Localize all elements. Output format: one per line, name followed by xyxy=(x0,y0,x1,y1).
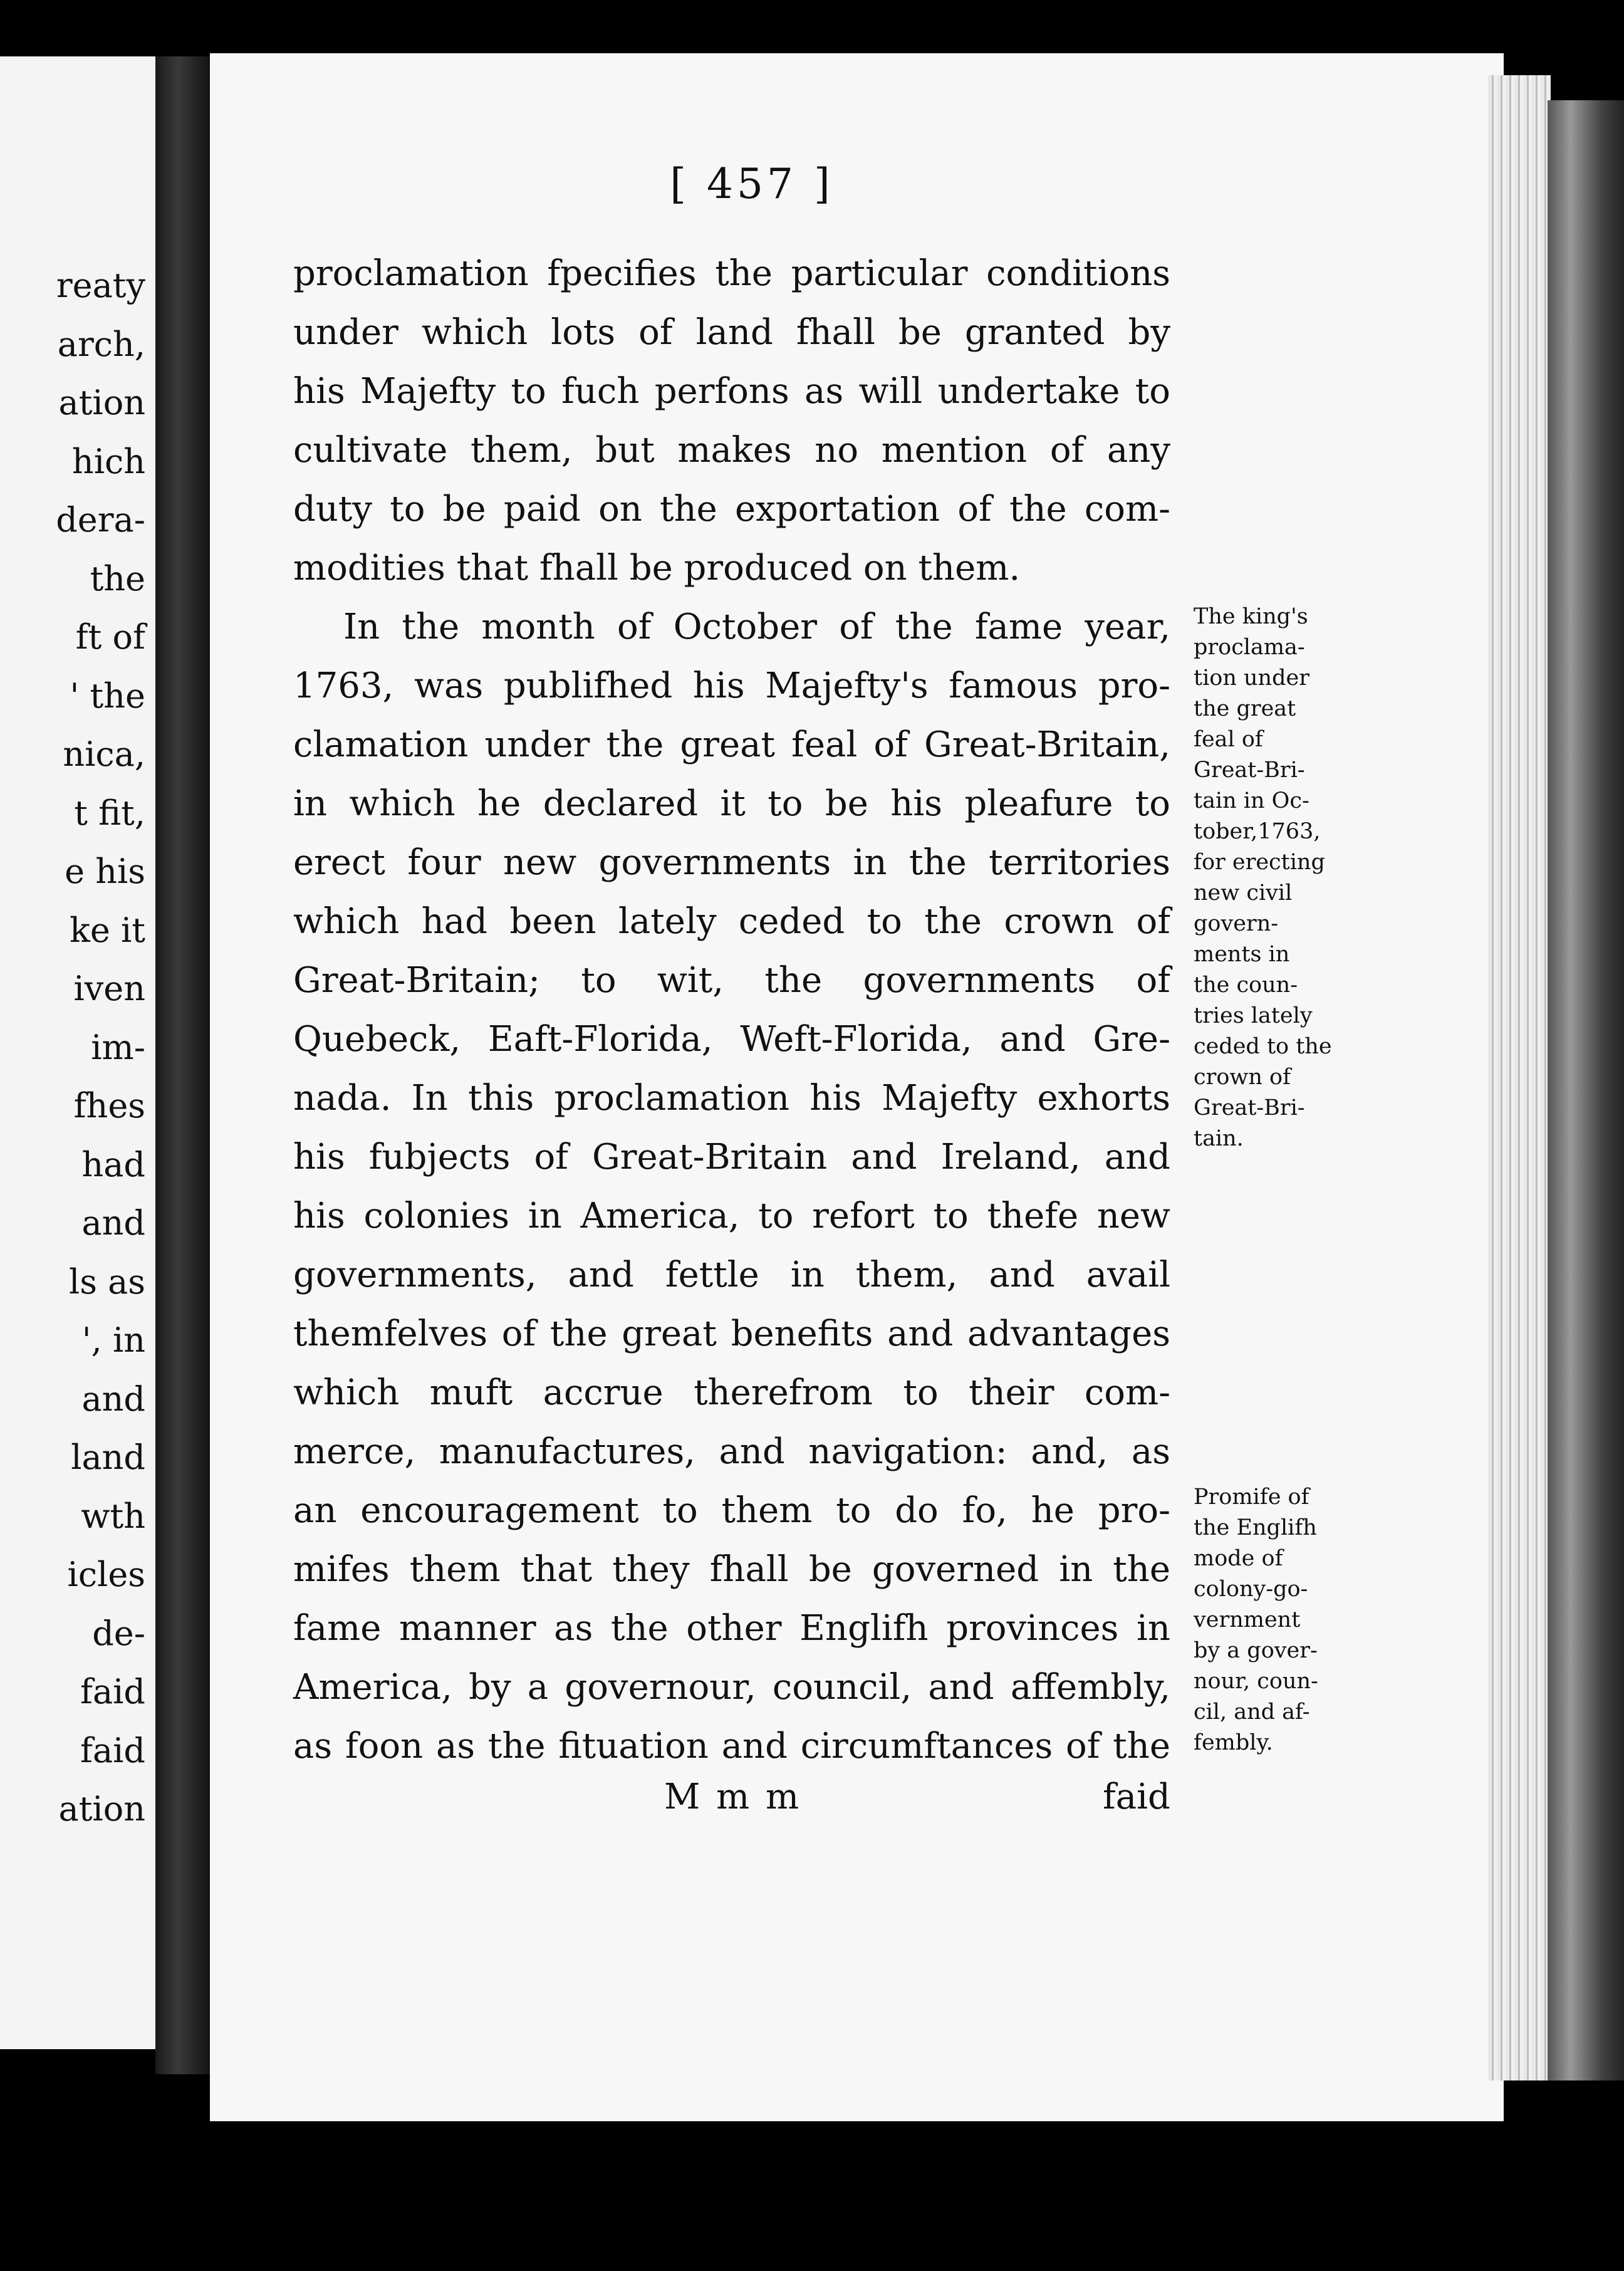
previous-page-line: the xyxy=(90,558,145,598)
previous-page-line: ation xyxy=(58,1789,145,1829)
text-line: America, by a governour, council, and affembly, xyxy=(293,1667,1170,1708)
text-line: in which he declared it to be his pleafure to xyxy=(293,783,1170,824)
previous-page-line: ' the xyxy=(70,676,145,716)
previous-page-line: iven xyxy=(73,969,145,1008)
text-line: as foon as the fituation and circumftances of the xyxy=(293,1726,1170,1767)
text-line: his Majefty to fuch perfons as will undertake to xyxy=(293,371,1170,412)
margin-note-line: mode of xyxy=(1194,1546,1283,1571)
margin-note-line: ments in xyxy=(1194,942,1290,967)
margin-note-line: crown of xyxy=(1194,1065,1291,1090)
margin-note-proclamation xyxy=(1194,602,1382,1154)
margin-note-line: ceded to the xyxy=(1194,1034,1332,1059)
text-line: his fubjects of Great-Britain and Ireland, and xyxy=(293,1137,1170,1177)
margin-note-line: tain. xyxy=(1194,1126,1244,1151)
margin-note-line: tries lately xyxy=(1194,1003,1313,1028)
previous-page xyxy=(0,56,160,2049)
text-line: under which lots of land fhall be granted by xyxy=(293,312,1170,353)
margin-note-line: feal of xyxy=(1194,727,1263,752)
text-line: merce, manufactures, and navigation: and, as xyxy=(293,1431,1170,1472)
previous-page-line: im- xyxy=(91,1027,145,1067)
margin-note-line: The king's xyxy=(1194,604,1308,629)
previous-page-line: fhes xyxy=(73,1086,145,1125)
margin-note-line: govern- xyxy=(1194,911,1279,936)
margin-note-line: Great-Bri- xyxy=(1194,1095,1305,1120)
previous-page-line: and xyxy=(81,1203,145,1243)
margin-note-line: the coun- xyxy=(1194,973,1298,998)
margin-note-line: nour, coun- xyxy=(1194,1669,1318,1694)
previous-page-line: ls as xyxy=(68,1261,145,1302)
previous-page-line: nica, xyxy=(63,734,145,774)
previous-page-line: faid xyxy=(80,1730,145,1770)
text-line: his colonies in America, to refort to thefe new xyxy=(293,1196,1170,1236)
previous-page-line: ke it xyxy=(70,910,145,950)
signature-mark: M m m xyxy=(664,1777,802,1817)
text-line: which had been lately ceded to the crown of xyxy=(293,901,1170,942)
text-line: In the month of October of the fame year, xyxy=(343,607,1170,647)
page-number: [ 457 ] xyxy=(670,160,834,208)
catchword: faid xyxy=(1103,1777,1170,1817)
previous-page-line: faid xyxy=(80,1672,145,1711)
text-line: 1763, was publifhed his Majefty's famous pro- xyxy=(293,666,1170,706)
text-line: nada. In this proclamation his Majefty exhorts xyxy=(293,1078,1170,1119)
margin-note-line: Great-Bri- xyxy=(1194,758,1305,783)
text-line: proclamation fpecifies the particular conditions xyxy=(293,253,1170,294)
text-line: clamation under the great feal of Great-Britain, xyxy=(293,724,1170,765)
previous-page-line: and xyxy=(81,1379,145,1419)
margin-note-line: tion under xyxy=(1194,666,1309,691)
text-line: erect four new governments in the territories xyxy=(293,842,1170,883)
text-line: duty to be paid on the exportation of the com- xyxy=(293,489,1170,530)
margin-note-line: the Englifh xyxy=(1194,1515,1317,1540)
previous-page-line: de- xyxy=(92,1613,145,1653)
previous-page-line: wth xyxy=(81,1496,145,1536)
text-line: mifes them that they fhall be governed in the xyxy=(293,1549,1170,1590)
previous-page-line: arch, xyxy=(57,324,145,364)
margin-note-line: proclama- xyxy=(1194,635,1305,660)
margin-note-line: new civil xyxy=(1194,880,1293,906)
margin-note-line: for erecting xyxy=(1194,850,1325,875)
previous-page-line: dera- xyxy=(56,500,145,540)
text-line: themfelves of the great benefits and advantages xyxy=(293,1313,1170,1354)
body-text xyxy=(293,244,1170,1776)
book-gutter xyxy=(155,56,212,2074)
previous-page-line: t fit, xyxy=(74,793,145,833)
previous-page-line: had xyxy=(81,1144,145,1184)
text-line: modities that fhall be produced on them. xyxy=(293,548,1021,588)
margin-note-line: by a gover- xyxy=(1194,1638,1318,1663)
text-line: fame manner as the other Englifh provinces in xyxy=(293,1608,1170,1649)
text-line: an encouragement to them to do fo, he pro- xyxy=(293,1490,1170,1531)
margin-note-line: Promife of xyxy=(1194,1485,1309,1510)
previous-page-line: hich xyxy=(71,441,145,481)
previous-page-line: ft of xyxy=(75,617,145,657)
previous-page-line: ation xyxy=(58,383,145,422)
text-line: which muft accrue therefrom to their com- xyxy=(293,1372,1170,1413)
previous-page-line: e his xyxy=(65,852,145,891)
margin-note-line: vernment xyxy=(1194,1607,1301,1632)
book-cover-edge xyxy=(1548,100,1624,2080)
previous-page-line: ', in xyxy=(81,1320,145,1360)
previous-page-line: land xyxy=(71,1438,145,1477)
margin-note-line: cil, and af- xyxy=(1194,1699,1310,1725)
text-line: governments, and fettle in them, and avail xyxy=(293,1255,1170,1295)
previous-page-line: reaty xyxy=(56,266,145,305)
margin-note-line: tober,1763, xyxy=(1194,819,1321,844)
margin-note-line: colony-go- xyxy=(1194,1577,1308,1602)
previous-page-line: icles xyxy=(67,1555,145,1594)
margin-note-line: tain in Oc- xyxy=(1194,788,1309,813)
margin-note-line: the great xyxy=(1194,696,1296,721)
margin-note-government xyxy=(1194,1482,1382,1758)
text-line: Great-Britain; to wit, the governments of xyxy=(293,960,1170,1001)
text-line: cultivate them, but makes no mention of any xyxy=(293,430,1170,471)
page-stack-edge xyxy=(1488,75,1551,2080)
margin-note-line: fembly. xyxy=(1194,1730,1273,1755)
text-line: Quebeck, Eaft-Florida, Weft-Florida, and Gre- xyxy=(293,1019,1170,1060)
